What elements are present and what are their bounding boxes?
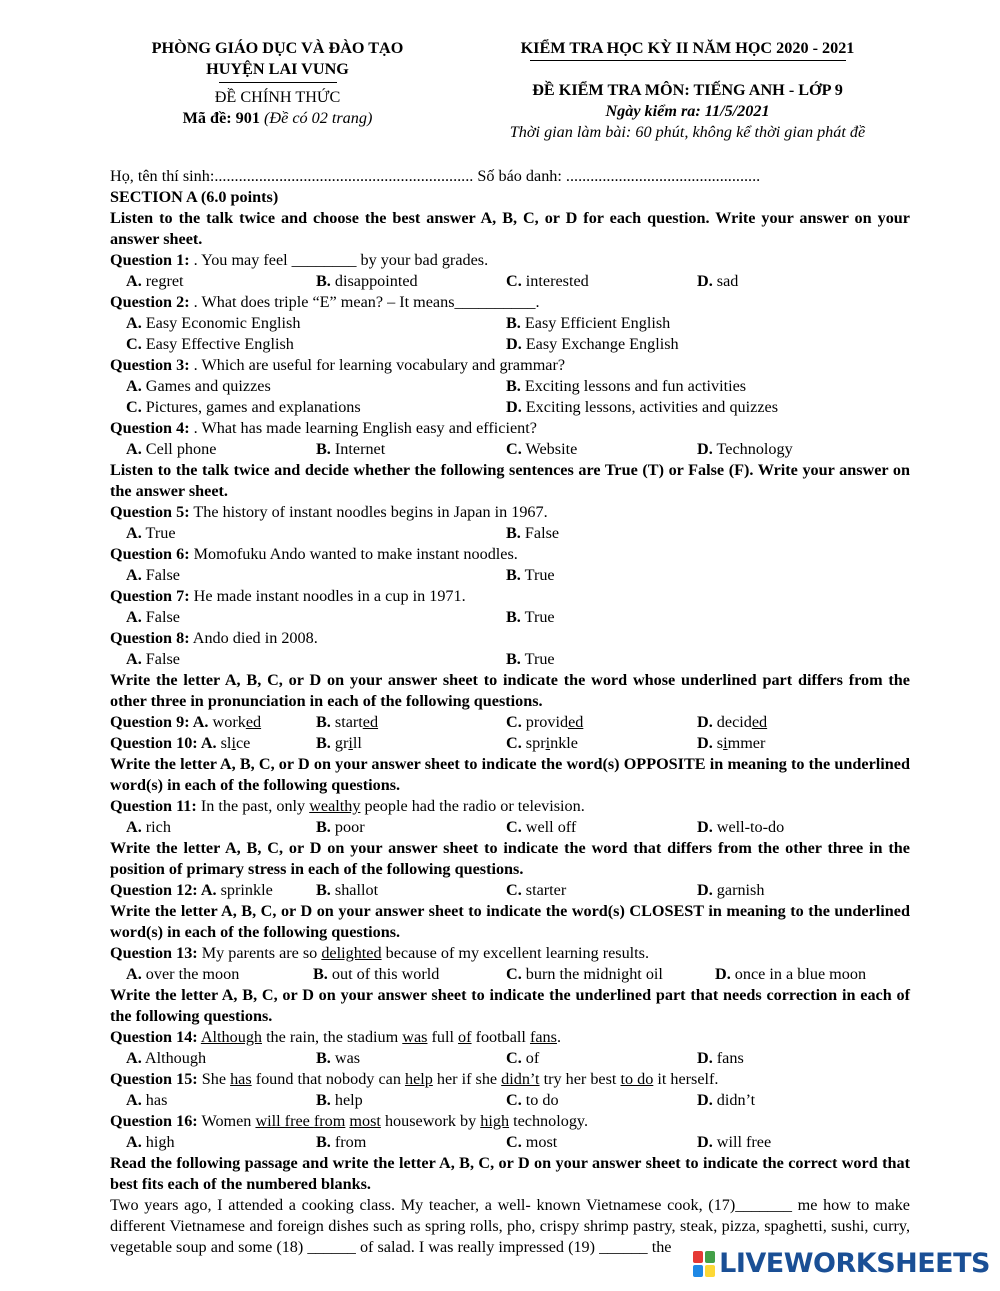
- question-8-options: [110, 649, 910, 670]
- option-b: B. True: [506, 650, 555, 668]
- option-c: C. sprinkle: [506, 734, 578, 752]
- candidate-line: Họ, tên thí sinh:................................................................ Số báo danh: ................................................: [110, 167, 761, 185]
- liveworksheets-logo: [693, 1248, 990, 1279]
- option-b: B. False: [506, 524, 560, 542]
- question-16: Question 16: Women will free from most housework by high technology.: [110, 1112, 589, 1130]
- exam-code: Mã đề: 901 (Đề có 02 trang): [182, 109, 373, 127]
- instruction-8: Read the following passage and write the letter A, B, C, or D on your answer sheet to indicate the correct word that best fits each of the numbered blanks.: [110, 1154, 910, 1193]
- question-2: Question 2: . What does triple “E” mean? – It means__________.: [110, 293, 540, 311]
- option-d: D. garnish: [697, 881, 765, 899]
- option-d: D. Technology: [697, 440, 793, 458]
- header-right-rule: [530, 60, 846, 61]
- question-10: Question 10: A. slice B. grill C. sprinkle D. simmer: [110, 734, 766, 752]
- option-a: A. regret: [126, 272, 184, 290]
- instruction-5: Write the letter A, B, C, or D on your answer sheet to indicate the word that differs from the other three in the position of primary stress in each of the following questions.: [110, 839, 910, 878]
- option-b: B. grill: [316, 734, 362, 752]
- district-name: HUYỆN LAI VUNG: [206, 60, 349, 78]
- instruction-2: Listen to the talk twice and decide whether the following sentences are True (T) or False (F). Write your answer on the answer sheet.: [110, 461, 910, 500]
- option-a: A. Easy Economic English: [126, 314, 301, 332]
- header-right: [470, 38, 905, 143]
- question-16-options: [110, 1132, 910, 1153]
- question-6: Question 6: Momofuku Ando wanted to make instant noodles.: [110, 545, 518, 563]
- option-b: B. True: [506, 608, 555, 626]
- option-c: C. well off: [506, 818, 577, 836]
- question-5-options: [110, 523, 910, 544]
- header-left: [110, 38, 445, 129]
- question-2-options-ab: [110, 313, 910, 334]
- question-3-options-ab: [110, 376, 910, 397]
- option-d: D. sad: [697, 272, 739, 290]
- instruction-1: Listen to the talk twice and choose the best answer A, B, C, or D for each question. Write your answer on your answer sheet.: [110, 209, 910, 248]
- section-title: SECTION A (6.0 points): [110, 188, 279, 206]
- option-b: B. disappointed: [316, 272, 418, 290]
- question-15: Question 15: She has found that nobody can help her if she didn’t try her best to do it herself.: [110, 1070, 719, 1088]
- option-b: B. help: [316, 1091, 363, 1109]
- option-b: B. Internet: [316, 440, 386, 458]
- option-c: C. Pictures, games and explanations: [126, 398, 361, 416]
- option-a: A. rich: [126, 818, 171, 836]
- option-a: A. high: [126, 1133, 175, 1151]
- option-d: D. decided: [697, 713, 768, 731]
- option-d: D. Easy Exchange English: [506, 335, 679, 353]
- logo-icon: [693, 1251, 715, 1277]
- option-a: A. Although: [126, 1049, 207, 1067]
- reading-passage: Two years ago, I attended a cooking class. My teacher, a well- known Vietnamese cook, (17)_______ me how to make different Vietnamese and foreign dishes such as spring rolls, pho, crispy shrimp pastry, steak, pizza, spaghetti, sushi, curry, vegetable soup and some (18) ______ of salad. I was really impressed (19) ______ the: [110, 1196, 910, 1256]
- option-d: D. didn’t: [697, 1091, 756, 1109]
- question-4: Question 4: . What has made learning English easy and efficient?: [110, 419, 537, 437]
- official-label: ĐỀ CHÍNH THỨC: [214, 88, 341, 106]
- option-c: C. Easy Effective English: [126, 335, 294, 353]
- option-c: C. most: [506, 1133, 558, 1151]
- option-a: A. has: [126, 1091, 168, 1109]
- option-c: C. to do: [506, 1091, 559, 1109]
- exam-title: KIỂM TRA HỌC KỲ II NĂM HỌC 2020 - 2021: [520, 39, 855, 57]
- option-c: C. starter: [506, 881, 567, 899]
- option-d: D. once in a blue moon: [715, 965, 867, 983]
- option-c: C. provided: [506, 713, 584, 731]
- question-9: Question 9: A. worked B. started C. provided D. decided: [110, 713, 768, 731]
- option-a: A. Games and quizzes: [126, 377, 271, 395]
- question-2-options-cd: [110, 334, 910, 355]
- question-6-options: [110, 565, 910, 586]
- option-a: A. False: [126, 566, 180, 584]
- exam-body: [110, 166, 910, 1258]
- option-b: B. from: [316, 1133, 367, 1151]
- instruction-6: Write the letter A, B, C, or D on your answer sheet to indicate the word(s) CLOSEST in meaning to the underlined word(s) in each of the following questions.: [110, 902, 910, 941]
- option-a: A. True: [126, 524, 176, 542]
- question-4-options: [110, 439, 910, 460]
- option-c: C. Website: [506, 440, 578, 458]
- exam-date: Ngày kiểm ra: 11/5/2021: [605, 102, 770, 120]
- department-name: PHÒNG GIÁO DỤC VÀ ĐÀO TẠO: [151, 39, 404, 57]
- header-left-rule: [219, 82, 337, 83]
- question-7-options: [110, 607, 910, 628]
- option-b: B. Easy Efficient English: [506, 314, 671, 332]
- option-a: A. False: [126, 608, 180, 626]
- question-1-options: [110, 271, 910, 292]
- question-7: Question 7: He made instant noodles in a cup in 1971.: [110, 587, 466, 605]
- option-a: A. Cell phone: [126, 440, 217, 458]
- option-d: D. fans: [697, 1049, 744, 1067]
- question-11: Question 11: In the past, only wealthy people had the radio or television.: [110, 797, 585, 815]
- option-b: B. shallot: [316, 881, 379, 899]
- question-14-options: [110, 1048, 910, 1069]
- question-15-options: [110, 1090, 910, 1111]
- question-13: Question 13: My parents are so delighted because of my excellent learning results.: [110, 944, 650, 962]
- instruction-7: Write the letter A, B, C, or D on your answer sheet to indicate the underlined part that needs correction in each of the following questions.: [110, 986, 910, 1025]
- option-a: A. over the moon: [126, 965, 240, 983]
- question-13-options: [110, 964, 910, 985]
- option-d: D. Exciting lessons, activities and quizzes: [506, 398, 778, 416]
- option-c: C. burn the midnight oil: [506, 965, 663, 983]
- option-a: A. False: [126, 650, 180, 668]
- question-5: Question 5: The history of instant noodles begins in Japan in 1967.: [110, 503, 548, 521]
- option-d: D. will free: [697, 1133, 772, 1151]
- option-b: B. poor: [316, 818, 365, 836]
- subject-title: ĐỀ KIỂM TRA MÔN: TIẾNG ANH - LỚP 9: [532, 81, 843, 99]
- question-3-options-cd: [110, 397, 910, 418]
- question-8: Question 8: Ando died in 2008.: [110, 629, 318, 647]
- option-c: C. of: [506, 1049, 540, 1067]
- option-c: C. interested: [506, 272, 589, 290]
- option-b: B. True: [506, 566, 555, 584]
- question-3: Question 3: . Which are useful for learning vocabulary and grammar?: [110, 356, 566, 374]
- question-11-options: [110, 817, 910, 838]
- instruction-4: Write the letter A, B, C, or D on your answer sheet to indicate the word(s) OPPOSITE in meaning to the underlined word(s) in each of the following questions.: [110, 755, 910, 794]
- option-b: B. Exciting lessons and fun activities: [506, 377, 747, 395]
- option-b: B. started: [316, 713, 379, 731]
- logo-text: LIVEWORKSHEETS: [719, 1248, 990, 1279]
- instruction-3: Write the letter A, B, C, or D on your answer sheet to indicate the word whose underlined part differs from the other three in pronunciation in each of the following questions.: [110, 671, 910, 710]
- time-note: Thời gian làm bài: 60 phút, không kể thời gian phát đề: [509, 123, 866, 141]
- option-d: D. simmer: [697, 734, 766, 752]
- option-b: B. out of this world: [313, 965, 440, 983]
- option-b: B. was: [316, 1049, 361, 1067]
- question-14: Question 14: Although the rain, the stadium was full of football fans.: [110, 1028, 561, 1046]
- option-d: D. well-to-do: [697, 818, 785, 836]
- question-1: Question 1: . You may feel ________ by your bad grades.: [110, 251, 489, 269]
- question-12: Question 12: A. sprinkle B. shallot C. starter D. garnish: [110, 881, 765, 899]
